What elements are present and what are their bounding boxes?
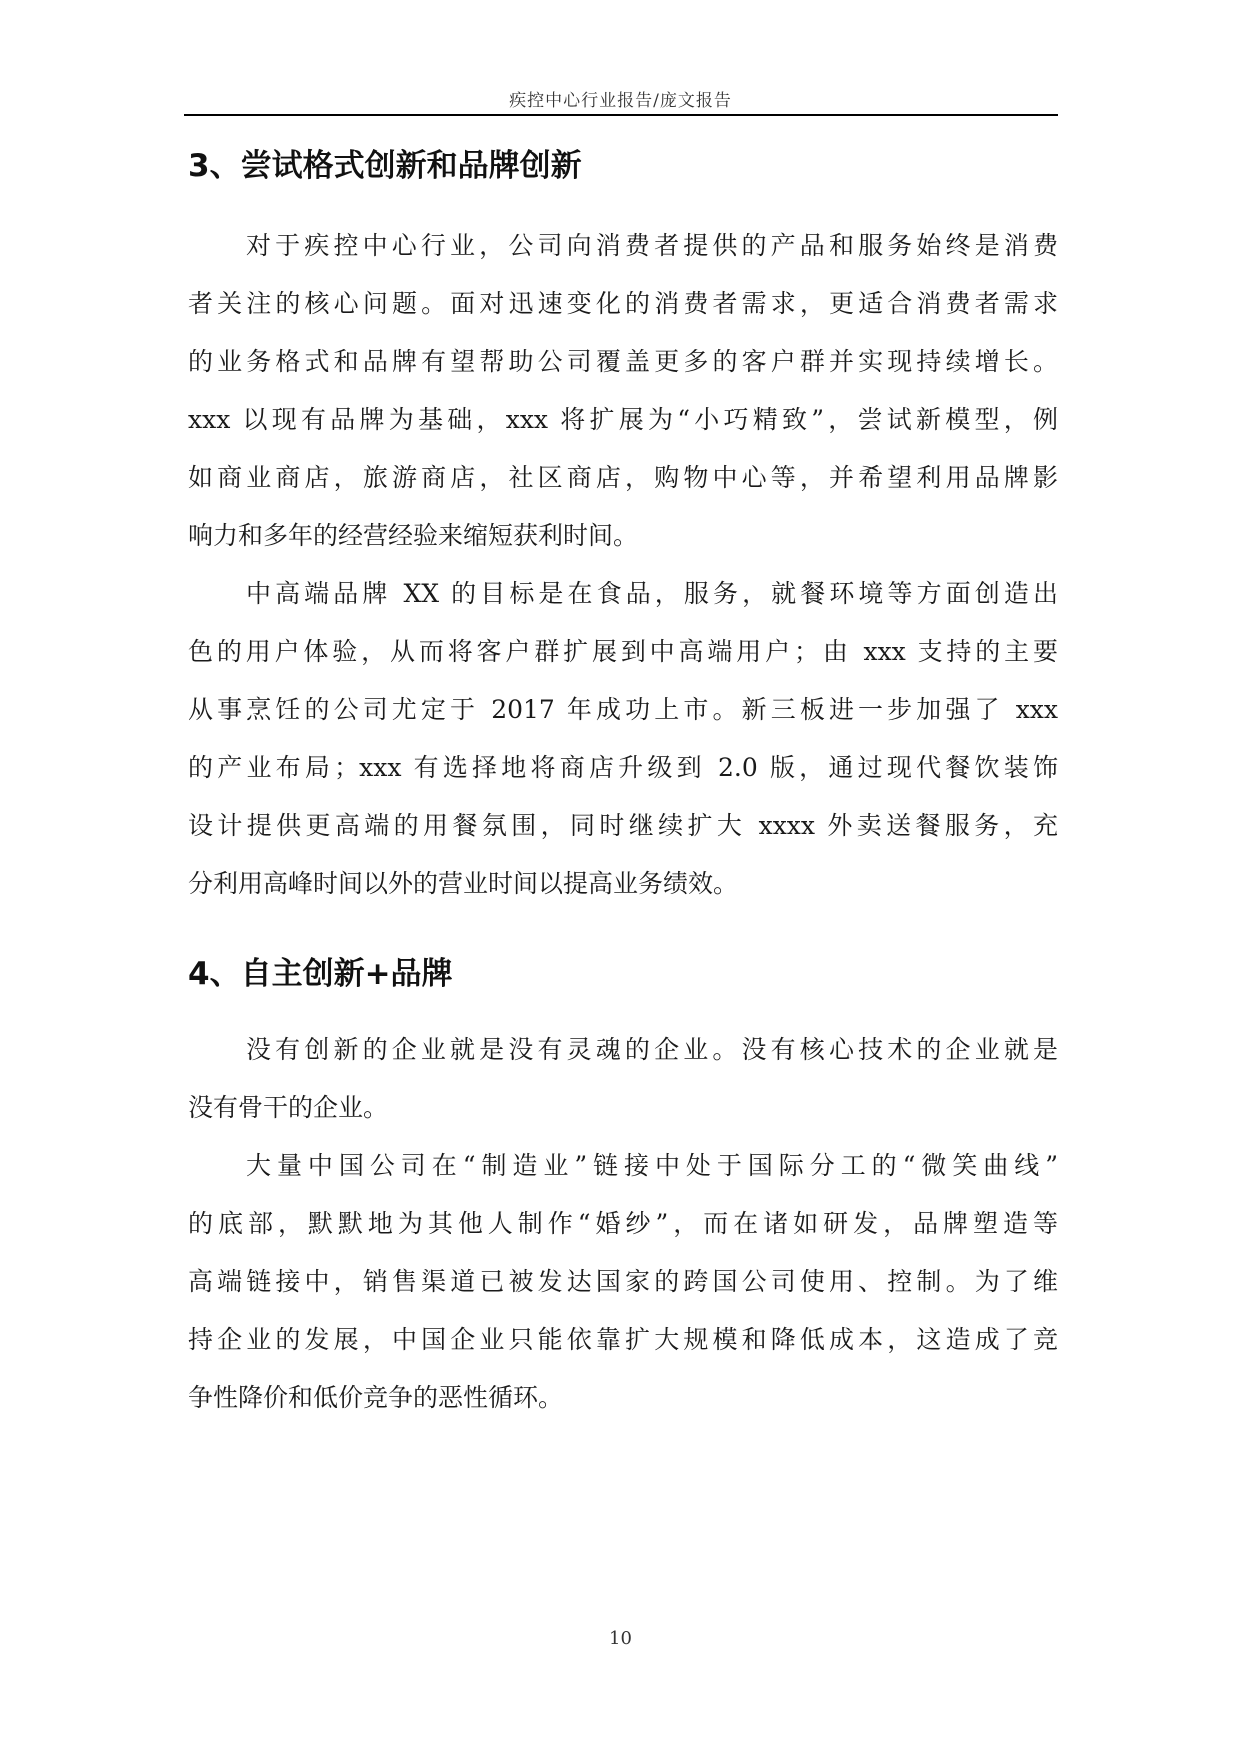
- paragraph-line: 没有创新的企业就是没有灵魂的企业。没有核心技术的企业就是: [246, 1035, 1058, 1064]
- paragraph-line: 色的用户体验，从而将客户群扩展到中高端用户；由 xxx 支持的主要: [188, 637, 1058, 666]
- paragraph-line: 如商业商店，旅游商店，社区商店，购物中心等，并希望利用品牌影: [188, 463, 1058, 492]
- paragraph-line: 者关注的核心问题。面对迅速变化的消费者需求，更适合消费者需求: [188, 289, 1058, 318]
- paragraph-line: xxx 以现有品牌为基础，xxx 将扩展为“小巧精致”，尝试新模型，例: [188, 405, 1058, 434]
- running-header: 疾控中心行业报告/庞文报告: [509, 91, 732, 111]
- paragraph-line: 争性降价和低价竞争的恶性循环。: [188, 1383, 564, 1412]
- paragraph-line: 对于疾控中心行业，公司向消费者提供的产品和服务始终是消费: [246, 231, 1058, 260]
- section-heading-4: 4、自主创新+品牌: [188, 956, 453, 992]
- paragraph-line: 没有骨干的企业。: [188, 1093, 389, 1122]
- paragraph-line: 的业务格式和品牌有望帮助公司覆盖更多的客户群并实现持续增长。: [188, 347, 1058, 376]
- paragraph-line: 分利用高峰时间以外的营业时间以提高业务绩效。: [188, 869, 739, 898]
- paragraph-line: 从事烹饪的公司尤定于 2017 年成功上市。新三板进一步加强了 xxx: [188, 695, 1058, 724]
- paragraph-line: 中高端品牌 XX 的目标是在食品，服务，就餐环境等方面创造出: [246, 579, 1058, 608]
- paragraph-line: 持企业的发展，中国企业只能依靠扩大规模和降低成本，这造成了竞: [188, 1325, 1058, 1354]
- paragraph-line: 响力和多年的经营经验来缩短获利时间。: [188, 521, 639, 550]
- header-divider: [184, 114, 1058, 116]
- paragraph-line: 高端链接中，销售渠道已被发达国家的跨国公司使用、控制。为了维: [188, 1267, 1058, 1296]
- paragraph-line: 设计提供更高端的用餐氛围，同时继续扩大 xxxx 外卖送餐服务，充: [188, 811, 1058, 840]
- paragraph-line: 大量中国公司在“制造业”链接中处于国际分工的“微笑曲线”: [246, 1151, 1058, 1180]
- paragraph-line: 的底部，默默地为其他人制作“婚纱”，而在诸如研发，品牌塑造等: [188, 1209, 1058, 1238]
- paragraph-line: 的产业布局；xxx 有选择地将商店升级到 2.0 版，通过现代餐饮装饰: [188, 753, 1058, 782]
- section-heading-3: 3、尝试格式创新和品牌创新: [188, 148, 582, 184]
- page-number: 10: [609, 1628, 632, 1649]
